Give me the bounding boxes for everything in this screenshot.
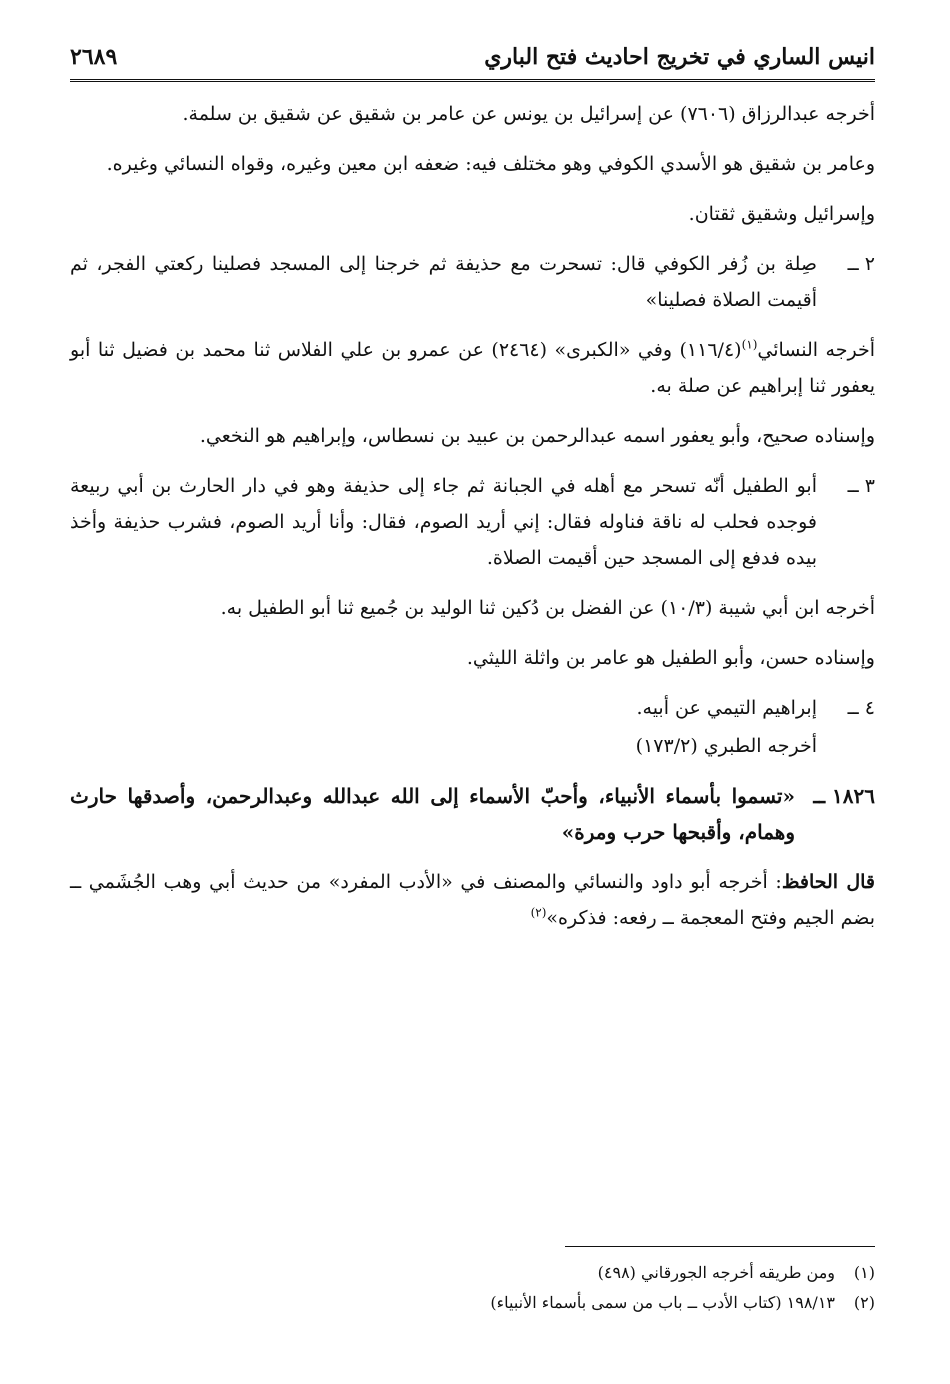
- hadith-number: ١٨٢٦ ــ: [813, 784, 875, 808]
- footnote-1-text: ومن طريقه أخرجه الجورقاني (٤٩٨): [597, 1263, 835, 1282]
- item-4-number: ٤ ــ: [847, 697, 875, 719]
- paragraph-4-rest: (١١٦/٤) وفي «الكبرى» (٢٤٦٤) عن عمرو بن علي الفلاس ثنا محمد بن فضيل ثنا أبو يعفور ثنا إبراهيم عن صلة به.: [70, 339, 875, 397]
- hafiz-label: قال الحافظ: [781, 871, 875, 893]
- item-3-text: أبو الطفيل أنّه تسحر مع أهله في الجبانة ثم جاء إلى حذيفة وهو في دار الحارث بن أبي ربيعة فوجده فحلب له ناقة فناوله فقال: إني أريد الصوم، فقال: وأنا أريد الصوم، فشرب حذيفة وأخذ بيده فدفع إلى المسجد حين أقيمت الصلاة.: [70, 475, 817, 569]
- item-2: [70, 246, 875, 318]
- item-3: [70, 468, 875, 576]
- item-4-source-text: أخرجه الطبري (١٧٣/٢): [635, 735, 817, 757]
- paragraph-1: أخرجه عبدالرزاق (٧٦٠٦) عن إسرائيل بن يونس عن عامر بن شقيق عن شقيق بن سلمة.: [182, 103, 875, 125]
- item-4-text: إبراهيم التيمي عن أبيه.: [636, 697, 817, 719]
- hadith-1826: [70, 778, 875, 850]
- item-2-text: صِلة بن زُفر الكوفي قال: تسحرت مع حذيفة ثم خرجنا إلى المسجد فصلينا ركعتي الفجر، ثم أقيمت الصلاة فصلينا»: [70, 253, 817, 311]
- page-header: [70, 36, 875, 82]
- paragraph-8-text: : أخرجه أبو داود والنسائي والمصنف في «الأدب المفرد» من حديث أبي وهب الجُشَمي ــ بضم الجيم وفتح المعجمة ــ رفعه: فذكره»: [70, 871, 875, 929]
- paragraph-5: وإسناده صحيح، وأبو يعفور اسمه عبدالرحمن بن عبيد بن نسطاس، وإبراهيم هو النخعي.: [199, 425, 875, 447]
- paragraph-4: [70, 332, 875, 404]
- paragraph-4-start: أخرجه النسائي: [757, 339, 875, 361]
- paragraph-2: وعامر بن شقيق هو الأسدي الكوفي وهو مختلف فيه: ضعفه ابن معين وغيره، وقواه النسائي وغيره.: [106, 153, 875, 175]
- item-4: [70, 690, 875, 726]
- page-number: ٢٦٨٩: [70, 44, 118, 70]
- paragraph-6: أخرجه ابن أبي شيبة (١٠/٣) عن الفضل بن دُكين ثنا الوليد بن جُميع ثنا أبو الطفيل به.: [220, 597, 875, 619]
- footnote-ref-1[interactable]: (١): [741, 337, 758, 352]
- item-3-number: ٣ ــ: [847, 475, 875, 497]
- footnote-ref-2[interactable]: (٢): [530, 905, 547, 920]
- footnote-2-text: ١٩٨/١٣ (كتاب الأدب ــ باب من سمى بأسماء الأنبياء): [490, 1293, 835, 1312]
- paragraph-8: [70, 864, 875, 936]
- footnote-1-number: (١): [853, 1263, 875, 1282]
- footnote-separator: [565, 1246, 875, 1247]
- footnote-1: [70, 1258, 875, 1288]
- hadith-text: «تسموا بأسماء الأنبياء، وأحبّ الأسماء إلى الله عبدالله وعبدالرحمن، وأصدقها حارث وهمام، وأقبحها حرب ومرة»: [70, 784, 795, 844]
- header-rule: [70, 79, 875, 82]
- item-4-source: [70, 728, 875, 764]
- paragraph-7: وإسناده حسن، وأبو الطفيل هو عامر بن واثلة الليثي.: [466, 647, 875, 669]
- footnote-2-number: (٢): [853, 1293, 875, 1312]
- book-title: انيس الساري في تخريج احاديث فتح الباري: [484, 44, 875, 70]
- footnote-2: [70, 1288, 875, 1318]
- paragraph-3: وإسرائيل وشقيق ثقتان.: [688, 203, 875, 225]
- item-2-number: ٢ ــ: [847, 253, 875, 275]
- main-text: [70, 96, 875, 950]
- footnotes: [70, 1258, 875, 1318]
